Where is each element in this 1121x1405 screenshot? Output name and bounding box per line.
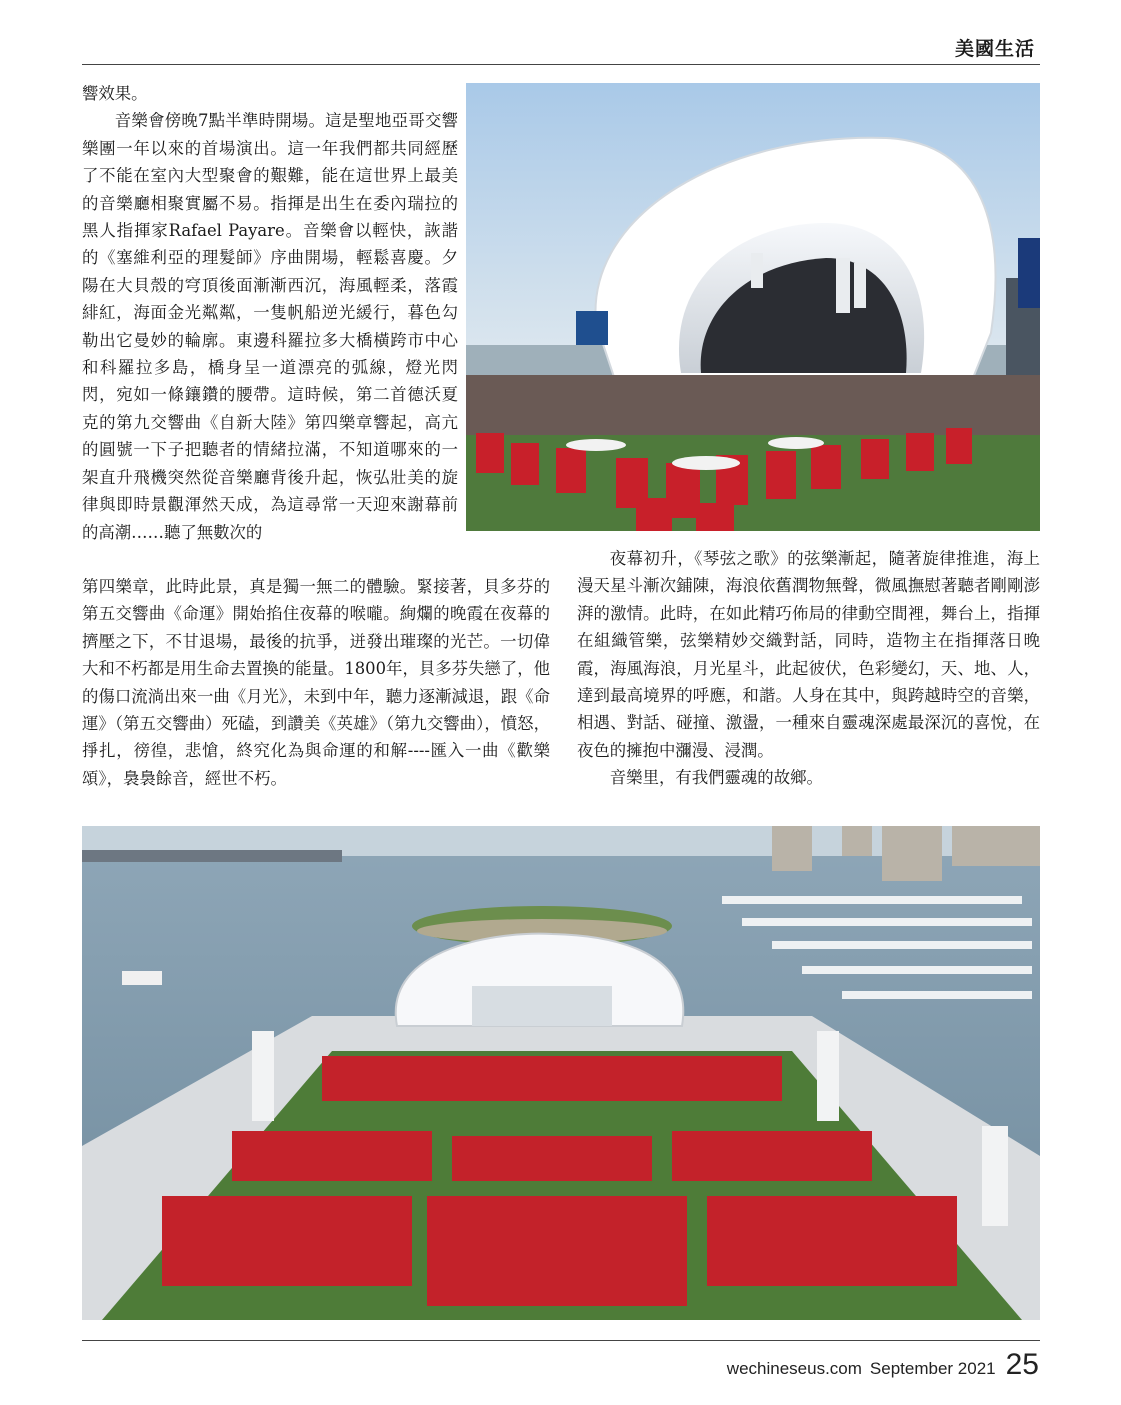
article-paragraph: 第四樂章，此時此景，真是獨一無二的體驗。緊接著，貝多芬的第五交響曲《命運》開始掐住夜幕的喉嚨。絢爛的晚霞在夜幕的擠壓之下，不甘退場，最後的抗爭，迸發出璀璨的光芒。一切偉大和不朽都是用生命去置換的能量。1800年，貝多芬失戀了，他的傷口流淌出來一曲《月光》，未到中年，聽力逐漸減退，跟《命運》（第五交響曲）死磕，到讚美《英雄》（第九交響曲），憤怒，掙扎，徬徨，悲愴，終究化為與命運的和解----匯入一曲《歡樂頌》，裊裊餘音，經世不朽。 bbox=[82, 577, 550, 788]
page-footer bbox=[727, 1348, 1039, 1382]
aerial-venue-photo bbox=[82, 826, 1040, 1320]
concert-shell-photo bbox=[466, 83, 1040, 531]
page-number: 25 bbox=[1005, 1348, 1039, 1381]
article-column-right bbox=[577, 545, 1040, 792]
footer-date: September 2021 bbox=[869, 1359, 996, 1378]
header-divider bbox=[82, 64, 1040, 65]
footer-divider bbox=[82, 1340, 1040, 1341]
article-column-left-top bbox=[82, 80, 458, 546]
article-paragraph: 夜幕初升，《琴弦之歌》的弦樂漸起，隨著旋律推進，海上漫天星斗漸次鋪陳，海浪依舊潤物無聲，微風撫慰著聽者剛剛澎湃的激情。此時，在如此精巧佈局的律動空間裡，舞台上，指揮在組織管樂，弦樂精妙交織對話，同時，造物主在指揮落日晚霞，海風海浪，月光星斗，此起彼伏，色彩變幻，天、地、人，達到最高境界的呼應，和諧。人身在其中，與跨越時空的音樂，相遇、對話、碰撞、激盪，一種來自靈魂深處最深沉的喜悅，在夜色的擁抱中瀰漫、浸潤。 bbox=[577, 549, 1040, 760]
article-paragraph: 音樂里，有我們靈魂的故鄉。 bbox=[609, 768, 823, 788]
article-paragraph: 音樂會傍晚7點半準時開場。這是聖地亞哥交響樂團一年以來的首場演出。這一年我們都共同經歷了不能在室內大型聚會的艱難，能在這世界上最美的音樂廳相聚實屬不易。指揮是出生在委內瑞拉的黑人指揮家Rafael Payare。音樂會以輕快，詼諧的《塞維利亞的理髮師》序曲開場，輕鬆喜慶。夕陽在大貝殼的穹頂後面漸漸西沉，海風輕柔，落霞緋紅，海面金光粼粼，一隻帆船逆光緩行，暮色勾勒出它曼妙的輪廓。東邊科羅拉多大橋橫跨市中心和科羅拉多島，橋身呈一道漂亮的弧線，燈光閃閃，宛如一條鑲鑽的腰帶。這時候，第二首德沃夏克的第九交響曲《自新大陸》第四樂章響起，高亢的圓號一下子把聽者的情緒拉滿，不知道哪來的一架直升飛機突然從音樂廳背後升起，恢弘壯美的旋律與即時景觀渾然天成，為這尋常一天迎來謝幕前的高潮……聽了無數次的 bbox=[82, 111, 458, 542]
article-paragraph: 響效果。 bbox=[82, 84, 148, 103]
section-title: 美國生活 bbox=[954, 38, 1035, 60]
article-column-left-bottom bbox=[82, 573, 550, 792]
footer-website: wechineseus.com bbox=[726, 1359, 862, 1378]
